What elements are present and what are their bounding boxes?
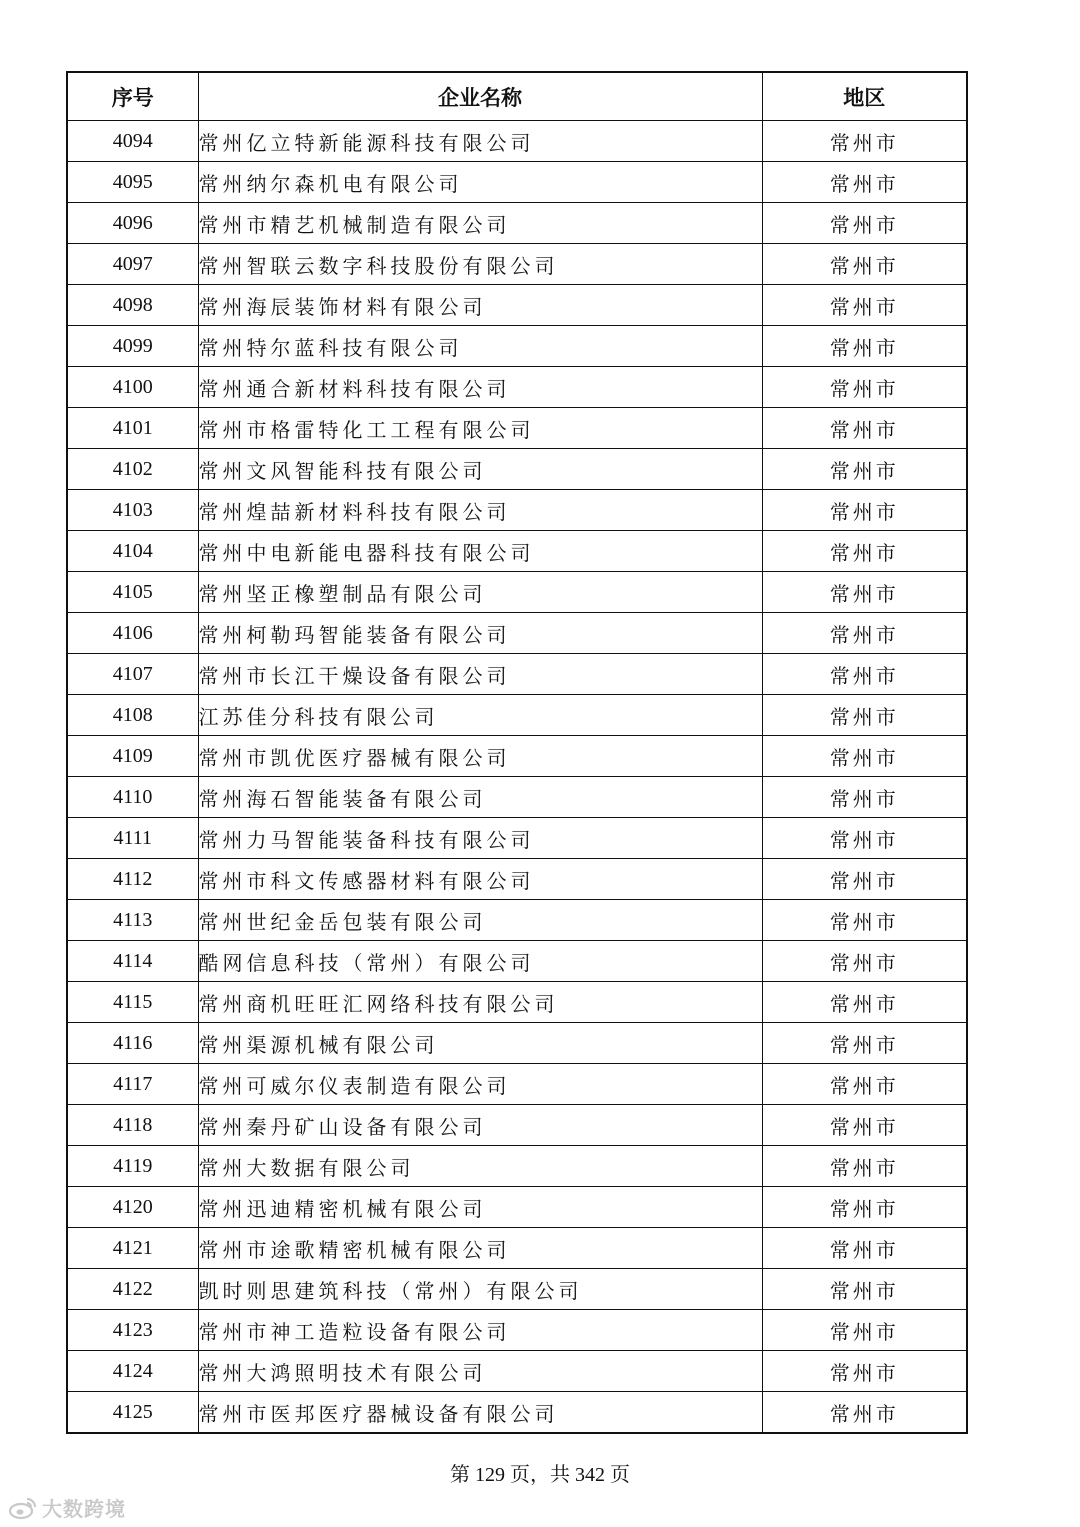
cell-company-name: 常州海辰装饰材料有限公司	[198, 285, 762, 326]
cell-company-name: 常州海石智能装备有限公司	[198, 777, 762, 818]
cell-serial-no: 4107	[67, 654, 198, 695]
table-row	[67, 1351, 967, 1392]
header-serial-no: 序号	[67, 72, 198, 121]
cell-company-name: 常州商机旺旺汇网络科技有限公司	[198, 982, 762, 1023]
company-table	[66, 71, 968, 1434]
cell-region: 常州市	[762, 244, 967, 285]
cell-serial-no: 4100	[67, 367, 198, 408]
table-row	[67, 121, 967, 162]
table-row	[67, 1146, 967, 1187]
table-header-row	[67, 72, 967, 121]
watermark-text: 大数跨境	[42, 1497, 126, 1521]
header-region: 地区	[762, 72, 967, 121]
cell-serial-no: 4118	[67, 1105, 198, 1146]
cell-company-name: 常州渠源机械有限公司	[198, 1023, 762, 1064]
table-row	[67, 777, 967, 818]
table-row	[67, 1269, 967, 1310]
cell-serial-no: 4109	[67, 736, 198, 777]
cell-serial-no: 4122	[67, 1269, 198, 1310]
table-row	[67, 736, 967, 777]
cell-serial-no: 4102	[67, 449, 198, 490]
table-row	[67, 162, 967, 203]
cell-serial-no: 4113	[67, 900, 198, 941]
table-row	[67, 1392, 967, 1434]
table-row	[67, 326, 967, 367]
cell-serial-no: 4104	[67, 531, 198, 572]
cell-serial-no: 4124	[67, 1351, 198, 1392]
cell-company-name: 常州市凯优医疗器械有限公司	[198, 736, 762, 777]
cell-company-name: 常州大鸿照明技术有限公司	[198, 1351, 762, 1392]
cell-region: 常州市	[762, 818, 967, 859]
table-row	[67, 449, 967, 490]
cell-company-name: 凯时则思建筑科技（常州）有限公司	[198, 1269, 762, 1310]
cell-company-name: 常州亿立特新能源科技有限公司	[198, 121, 762, 162]
cell-serial-no: 4110	[67, 777, 198, 818]
cell-region: 常州市	[762, 1228, 967, 1269]
cell-company-name: 常州煌喆新材料科技有限公司	[198, 490, 762, 531]
cell-serial-no: 4111	[67, 818, 198, 859]
table-row	[67, 818, 967, 859]
cell-serial-no: 4108	[67, 695, 198, 736]
cell-serial-no: 4101	[67, 408, 198, 449]
table-body	[67, 121, 967, 1434]
cell-region: 常州市	[762, 982, 967, 1023]
cell-serial-no: 4095	[67, 162, 198, 203]
cell-company-name: 常州秦丹矿山设备有限公司	[198, 1105, 762, 1146]
cell-region: 常州市	[762, 1023, 967, 1064]
cell-serial-no: 4121	[67, 1228, 198, 1269]
cell-region: 常州市	[762, 859, 967, 900]
cell-serial-no: 4096	[67, 203, 198, 244]
table-row	[67, 1105, 967, 1146]
table-row	[67, 613, 967, 654]
table-row	[67, 285, 967, 326]
cell-company-name: 常州大数据有限公司	[198, 1146, 762, 1187]
table-row	[67, 244, 967, 285]
table-row	[67, 654, 967, 695]
cell-company-name: 常州市医邦医疗器械设备有限公司	[198, 1392, 762, 1434]
cell-region: 常州市	[762, 1269, 967, 1310]
table-row	[67, 203, 967, 244]
watermark	[8, 1493, 126, 1522]
cell-region: 常州市	[762, 121, 967, 162]
table-row	[67, 900, 967, 941]
cell-serial-no: 4097	[67, 244, 198, 285]
cell-company-name: 常州通合新材料科技有限公司	[198, 367, 762, 408]
cell-region: 常州市	[762, 408, 967, 449]
table-row	[67, 490, 967, 531]
cell-serial-no: 4125	[67, 1392, 198, 1434]
cell-region: 常州市	[762, 367, 967, 408]
cell-region: 常州市	[762, 1105, 967, 1146]
table-row	[67, 367, 967, 408]
table-row	[67, 572, 967, 613]
table-row	[67, 982, 967, 1023]
cell-region: 常州市	[762, 1146, 967, 1187]
cell-region: 常州市	[762, 654, 967, 695]
cell-serial-no: 4094	[67, 121, 198, 162]
cell-company-name: 常州坚正橡塑制品有限公司	[198, 572, 762, 613]
cell-region: 常州市	[762, 162, 967, 203]
cell-company-name: 常州市精艺机械制造有限公司	[198, 203, 762, 244]
cell-company-name: 常州世纪金岳包装有限公司	[198, 900, 762, 941]
cell-region: 常州市	[762, 572, 967, 613]
cell-company-name: 常州柯勒玛智能装备有限公司	[198, 613, 762, 654]
cell-company-name: 酷网信息科技（常州）有限公司	[198, 941, 762, 982]
cell-serial-no: 4114	[67, 941, 198, 982]
cell-region: 常州市	[762, 1392, 967, 1434]
cell-company-name: 常州市科文传感器材料有限公司	[198, 859, 762, 900]
table-row	[67, 408, 967, 449]
table-row	[67, 1228, 967, 1269]
cell-region: 常州市	[762, 285, 967, 326]
cell-region: 常州市	[762, 490, 967, 531]
cell-serial-no: 4112	[67, 859, 198, 900]
page-number: 第 129 页，共 342 页	[450, 1464, 630, 1486]
table-row	[67, 695, 967, 736]
cell-region: 常州市	[762, 1187, 967, 1228]
cell-serial-no: 4105	[67, 572, 198, 613]
cell-serial-no: 4116	[67, 1023, 198, 1064]
cell-serial-no: 4098	[67, 285, 198, 326]
table-row	[67, 859, 967, 900]
cell-company-name: 常州力马智能装备科技有限公司	[198, 818, 762, 859]
cell-region: 常州市	[762, 1351, 967, 1392]
cell-region: 常州市	[762, 777, 967, 818]
cell-company-name: 常州可威尔仪表制造有限公司	[198, 1064, 762, 1105]
table-row	[67, 1310, 967, 1351]
table-row	[67, 531, 967, 572]
cell-serial-no: 4103	[67, 490, 198, 531]
cell-serial-no: 4115	[67, 982, 198, 1023]
cell-company-name: 常州市格雷特化工工程有限公司	[198, 408, 762, 449]
cell-company-name: 常州文风智能科技有限公司	[198, 449, 762, 490]
cell-company-name: 常州市途歌精密机械有限公司	[198, 1228, 762, 1269]
cell-company-name: 常州纳尔森机电有限公司	[198, 162, 762, 203]
cell-serial-no: 4119	[67, 1146, 198, 1187]
table-row	[67, 1023, 967, 1064]
cell-company-name: 常州迅迪精密机械有限公司	[198, 1187, 762, 1228]
table-row	[67, 941, 967, 982]
cell-serial-no: 4099	[67, 326, 198, 367]
cell-region: 常州市	[762, 326, 967, 367]
header-company-name: 企业名称	[198, 72, 762, 121]
cell-region: 常州市	[762, 449, 967, 490]
cell-serial-no: 4120	[67, 1187, 198, 1228]
cell-region: 常州市	[762, 613, 967, 654]
cell-company-name: 常州市长江干燥设备有限公司	[198, 654, 762, 695]
cell-serial-no: 4123	[67, 1310, 198, 1351]
cell-serial-no: 4106	[67, 613, 198, 654]
cell-region: 常州市	[762, 900, 967, 941]
cell-region: 常州市	[762, 736, 967, 777]
weibo-logo-icon	[8, 1496, 38, 1520]
cell-company-name: 常州特尔蓝科技有限公司	[198, 326, 762, 367]
cell-region: 常州市	[762, 695, 967, 736]
table-row	[67, 1064, 967, 1105]
cell-region: 常州市	[762, 1310, 967, 1351]
cell-region: 常州市	[762, 1064, 967, 1105]
cell-company-name: 常州市神工造粒设备有限公司	[198, 1310, 762, 1351]
cell-region: 常州市	[762, 531, 967, 572]
cell-company-name: 常州中电新能电器科技有限公司	[198, 531, 762, 572]
cell-region: 常州市	[762, 941, 967, 982]
cell-serial-no: 4117	[67, 1064, 198, 1105]
cell-company-name: 江苏佳分科技有限公司	[198, 695, 762, 736]
cell-company-name: 常州智联云数字科技股份有限公司	[198, 244, 762, 285]
cell-region: 常州市	[762, 203, 967, 244]
table-row	[67, 1187, 967, 1228]
